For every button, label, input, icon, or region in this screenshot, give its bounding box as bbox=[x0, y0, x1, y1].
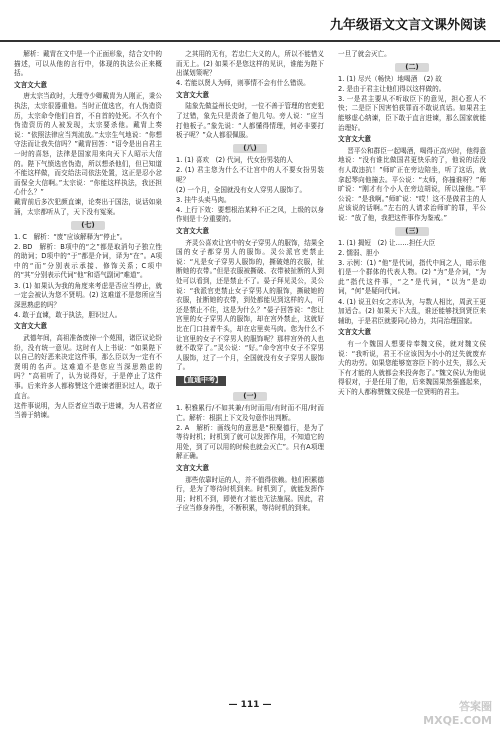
paragraph: (2) 一个月，全国就没有女人穿男人服饰了。 bbox=[176, 185, 307, 194]
section-heading: 文言文大意 bbox=[14, 322, 47, 331]
paragraph: 2. BD 解析：B项中的“之”都是取消句子独立性的助词；D项中的“于”都是介词，译为“在”。A项中的“而”分别表示承接、修饰关系；C项中的“其”分别表示代词“他”和语气副词“难道”。 bbox=[14, 242, 162, 280]
section-heading: 文言文大意 bbox=[338, 328, 371, 337]
paragraph: 3. 示例：(1) “他”是代词，指代中间之人，暗示他们是一个群体的代表人物。(2) “为”是介词，“为此”指代这件事，“之”是代词，“以为”是动词，“何”是疑问代词。 bbox=[338, 258, 486, 296]
paragraph: 有一个魏国人想要侍奉魏文侯，就对魏文侯说：“我听说，君王不应该因为小小的过失就废弃大的功劳。如果您能够宽容臣下的小过失，那么天下有才能的人就都会来投奔您了。”魏文侯认为他说得很对，于是任用了他，后来魏国果然强盛起来，天下的人都称赞魏文侯是一位贤明的君主。 bbox=[338, 339, 486, 396]
paragraph: 1. (1) 尽兴（畅快）地喝酒 (2) 故 bbox=[338, 74, 442, 83]
watermark-text: 答案圈 bbox=[459, 700, 492, 713]
section-heading: 文言文大意 bbox=[176, 90, 209, 99]
paragraph: 1. (1) 揭短 (2) 让……担任大臣 bbox=[338, 238, 436, 247]
paragraph: 之其用的无有，若忠仁大义的人，所以不能惜义而无上。(2) 如果不是您这样的见识，谁能为陛下出谋划策呢？ bbox=[176, 50, 324, 78]
paragraph: 齐灵公喜欢让宫中的女子穿男人的服饰，结果全国的女子都穿男人的服饰。灵公派官吏禁止说：“凡是女子穿男人服饰的，撕破她的衣服，扯断她的衣带。”但是衣服被撕破、衣带被扯断的人到处可以看到，还是禁止不了。晏子拜见灵公，灵公说：“我派官吏禁止女子穿男人的服饰，撕破她的衣服，扯断她的衣带，到处都能见到这样的人，可还是禁止不住，这是为什么？”晏子回答说：“您让宫里的女子穿男人的服饰，却在宫外禁止，这就好比在门口挂着牛头，却在店里卖马肉。您为什么不让宫里的女子不穿男人的服饰呢？那样宫外的人也就不敢穿了。”灵公说：“好。”命令宫中女子不穿男人服饰，过了一个月，全国就没有女子穿男人服饰了。 bbox=[176, 238, 324, 372]
paragraph: 2. A 解析：画线句的意思是“积聚德行，是为了等待时机；时机到了就可以发挥作用，不知道它的用处，到了可以用的时候也就会灭亡”。只有A项理解正确。 bbox=[176, 423, 324, 461]
paragraph: 解析：戴胄在文中是一个正面形象，结合文中的描述，可以从他的言行中，体现的执法公正来概括。 bbox=[14, 50, 162, 78]
paragraph: 这件事说明，为人臣者应当敢于进谏，为人君者应当善于纳谏。 bbox=[14, 401, 162, 420]
paragraph: 唐太宗当政时，大理寺少卿戴胄为人刚正，秉公执法，太宗很器重他。当时正值选官，有人伪造资历，太宗命令他们自首，不自首的处死。不久有个伪造资历的人被发现，太宗要杀他。戴胄上奏说：“依照法律应当判流放。”太宗生气地说：“你想守法而让我失信吗？”戴胄回答：“诏令是出自君主一时的喜怒，法律是国家用来向天下人昭示大信的。陛下气愤选官伪造，所以想杀他们，但已知道不能这样做，而交给法司依法处置，这正是忍小忿而保全大信啊。”太宗说：“你能这样执法，我还担心什么？” bbox=[14, 92, 162, 197]
paragraph: 戴胄前后多次犯颜直谏，论奏出于国法，说话如泉涌，太宗都听从了，天下没有冤案。 bbox=[14, 198, 162, 216]
paragraph: 4. 敢于直谏，敢于执法，胆识过人。 bbox=[14, 310, 122, 319]
paragraph: 武德年间，高祖准备废掉一个苑囿，诸臣议论纷纷，没有统一意见。这时有人上书说：“如果陛下以自己的好恶来决定这件事，那么臣以为一定有不贤明的名声。这难道不是您应当深思熟虑的吗？”高祖听了，认为说得好，于是停止了这件事。后来许多人都称赞这个进谏者胆识过人，敢于直言。 bbox=[14, 334, 162, 400]
book-title: 九年级语文文言文课外阅读 bbox=[329, 18, 486, 33]
section-heading: 文言文大意 bbox=[176, 227, 209, 235]
paragraph: 1. C 解析：“废”应该解释为“停止”。 bbox=[14, 232, 127, 241]
paragraph: 2. 是由于君主让他们得以这样做的。 bbox=[338, 84, 446, 93]
paragraph: 1. (1) 喜欢 (2) 代词，代女扮男装的人 bbox=[176, 155, 293, 164]
paragraph: 晋平公和群臣一起喝酒，喝得正高兴时，他得意地说：“没有谁比做国君更快乐的了，他说的话没有人敢违抗！”师旷正在旁边陪坐，听了这话，就拿起琴向他撞去。平公说：“太师，你撞谁呀？”师旷说：“刚才有个小人在旁边胡说，所以撞他。”平公说：“是我啊。”师旷说：“哎！这不是做君主的人应该说的话啊。”左右的人请求治师旷的罪，平公说：“放了他，我把这件事作为鉴戒。” bbox=[338, 146, 486, 222]
question-number-badge: (七) bbox=[71, 221, 105, 230]
paragraph: 1. 积雅累行/不如其兼/有时而用/有时而不用/时而亡。解析：根据上下文及句意作出判断。 bbox=[176, 404, 324, 422]
paragraph: 一旦了就会灭亡。 bbox=[338, 50, 391, 58]
paragraph: 3. 一是君主要从不听取臣下的意见，担心惹人不快；二是臣下因害怕获罪而不敢说真话。如果君主能够虚心纳谏，臣下敢于直言进谏，那么国家就能治理好。 bbox=[338, 94, 486, 132]
watermark-domain: MXQE.COM bbox=[423, 714, 492, 727]
paragraph: 2. 懦弱、胆小 bbox=[338, 248, 380, 257]
section-title: 【直通中考】 bbox=[176, 376, 226, 386]
section-heading: 文言文大意 bbox=[338, 135, 371, 144]
question-number-badge: (三) bbox=[395, 227, 429, 236]
watermark-logo bbox=[412, 700, 492, 732]
paragraph: 4. (1) 说丑妇女之亦认为，与数人相比，周武王更加适合。(2) 如果天下大乱，谁还能够找到贤臣来辅助，于是君臣就要同心协力，共同治理国家。 bbox=[338, 297, 486, 325]
paragraph: 4. 上行下效：要想根治某种不正之风，上级的以身作则是十分重要的。 bbox=[176, 205, 324, 224]
question-number-badge: (一) bbox=[233, 392, 267, 401]
page-header bbox=[0, 0, 500, 42]
paragraph: 4. 若能以贤人为师，则事情不会有什么错误。 bbox=[176, 79, 310, 88]
text-column-2 bbox=[176, 50, 324, 690]
paragraph: 陆象先做益州长史时，一位不善于管理的官吏犯了过错，象先只是责备了他几句。旁人说：“应当打他板子。”象先说：“人都懂得情理，何必非要打板子呢？”众人都很佩服。 bbox=[176, 102, 324, 140]
section-heading: 文言文大意 bbox=[14, 80, 47, 89]
page-number: — 111 — bbox=[228, 700, 272, 710]
question-number-badge: (八) bbox=[233, 144, 267, 153]
text-column-3 bbox=[338, 50, 486, 690]
text-column-1 bbox=[14, 50, 162, 690]
paragraph: 2. (1) 君主您为什么不让宫中的人不要女扮男装呢？ bbox=[176, 165, 324, 184]
section-heading: 文言文大意 bbox=[176, 464, 209, 473]
question-number-badge: (二) bbox=[395, 63, 429, 72]
paragraph: 3. (1) 如果认为我的角度来考虑是否应当停止，就一定会被认为您不贤明。(2) 这难道不是您所应当深思熟虑的吗？ bbox=[14, 281, 162, 309]
paragraph: 那些依靠时运的人，并不值得依赖。他们积累德行，是为了等待时机到来。时机到了，就能发挥作用；时机不到，即使有才能也无法施展。因此，君子应当修身养性，不断积累，等待时机的到来。 bbox=[176, 475, 324, 513]
paragraph: 3. 挂牛头卖马肉。 bbox=[176, 195, 231, 204]
